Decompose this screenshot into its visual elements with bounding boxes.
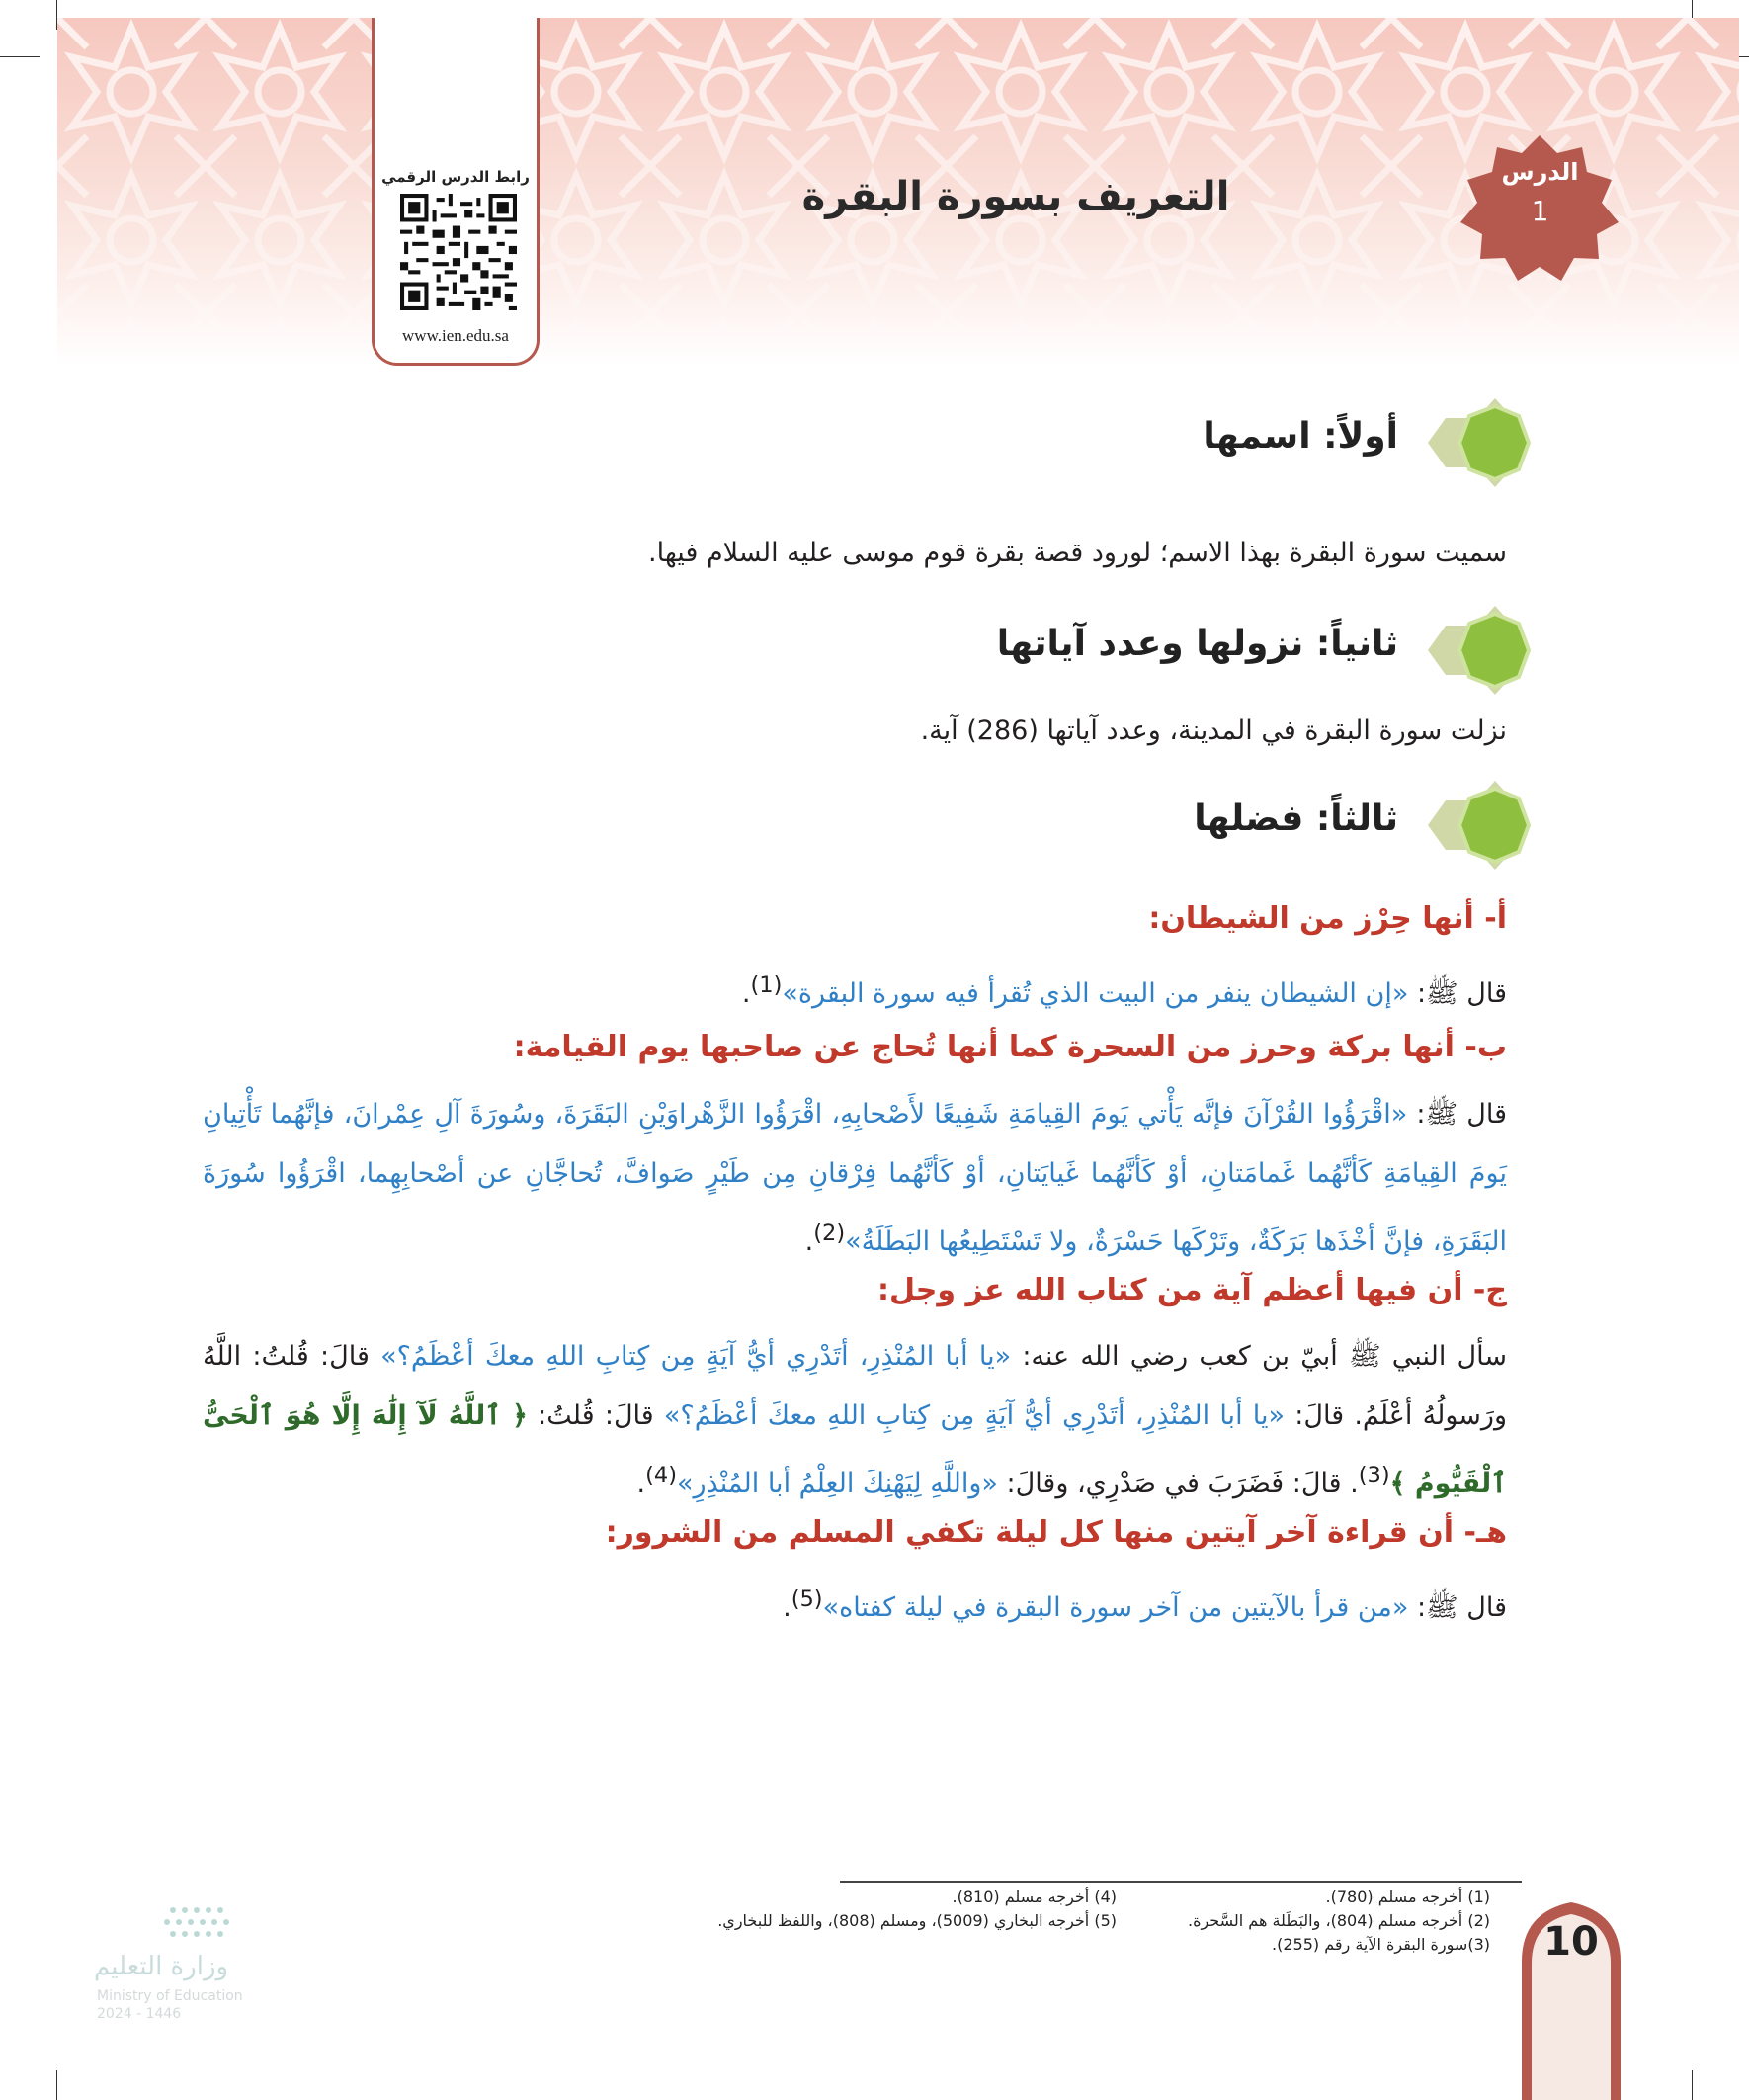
ministry-logo-icon (94, 1902, 252, 1952)
hadith-quote: «واللَّهِ لِيَهْنِكَ العِلْمُ أبا المُنْذِرِ» (677, 1469, 998, 1499)
end: . (804, 1226, 814, 1257)
narration: . قالَ: فَضَرَبَ في صَدْرِي، وقالَ: (997, 1469, 1359, 1499)
end: . (783, 1592, 791, 1623)
footnote-ref[interactable]: (2) (813, 1220, 846, 1246)
footnote-ref[interactable]: (4) (645, 1463, 678, 1488)
footnote-4: (4) أخرجه مسلم (810). (952, 1888, 1117, 1906)
end: . (741, 978, 751, 1009)
footnote-ref[interactable]: (1) (750, 972, 783, 998)
lesson-number: 1 (1531, 195, 1549, 227)
section-text (203, 702, 1507, 761)
ministry-year: 2024 - 1446 (97, 2006, 182, 2022)
green-octagon-icon (1408, 398, 1537, 487)
digital-lesson-url[interactable]: www.ien.edu.sa (402, 326, 509, 345)
intro: قال ﷺ: (1407, 1099, 1507, 1130)
footnote-1: (1) أخرجه مسلم (780). (1325, 1888, 1490, 1906)
footnote-3: (3)سورة البقرة الآية رقم (255). (1272, 1935, 1490, 1954)
ministry-name-en: Ministry of Education (97, 1988, 243, 2004)
narration: قالَ: قُلتُ: (527, 1400, 664, 1431)
intro: قال ﷺ: (1408, 1592, 1507, 1623)
virtue-heading-a: أ- أنها حِرْز من الشيطان: (1148, 901, 1507, 936)
section-title: أولاً: اسمها (1203, 416, 1398, 457)
virtue-heading-c: ج- أن فيها أعظم آية من كتاب الله عز وجل: (876, 1273, 1507, 1307)
qr-code-icon[interactable] (400, 194, 517, 310)
page-title: التعريف بسورة البقرة (801, 174, 1230, 219)
section-heading-name (1023, 398, 1537, 487)
section-text (203, 524, 1507, 583)
name-text: سميت سورة البقرة بهذا الاسم؛ لورود قصة بقرة قوم موسى عليه السلام فيها. (648, 538, 1507, 568)
hadith-quote: «يا أبا المُنْذِرِ، أتَدْرِي أيُّ آيَةٍ مِن كِتابِ اللهِ معكَ أعْظَمُ؟» (380, 1341, 1012, 1372)
lesson-label: الدرس (1501, 158, 1579, 186)
narration: قالَ: قُلتُ: اللَّهُ ورَسولُهُ أعْلَمُ. قالَ: (203, 1341, 1507, 1431)
ministry-name-ar: وزارة التعليم (94, 1952, 229, 1981)
hadith-quote: «إن الشيطان ينفر من البيت الذي تُقرأ فيه سورة البقرة» (782, 978, 1409, 1009)
footnote-2: (2) أخرجه مسلم (804)، والبَطَلة هم السَّحرة. (1188, 1911, 1490, 1930)
virtue-text-b (203, 1085, 1507, 1272)
revelation-text: نزلت سورة البقرة في المدينة، وعدد آياتها (286) آية. (920, 715, 1507, 746)
crop-mark (1692, 2070, 1693, 2100)
footnote-5: (5) أخرجه البخاري (5009)، ومسلم (808)، واللفظ للبخاري. (717, 1911, 1117, 1930)
virtue-heading-e: هـ- أن قراءة آخر آيتين منها كل ليلة تكفي المسلم من الشرور: (605, 1515, 1507, 1550)
section-heading-revelation (845, 606, 1537, 695)
virtue-text-a (203, 956, 1507, 1024)
footnote-ref[interactable]: (5) (791, 1586, 823, 1612)
digital-lesson-tab[interactable] (372, 18, 540, 366)
virtue-text-e (203, 1569, 1507, 1638)
footnote-ref[interactable]: (3) (1358, 1463, 1390, 1488)
section-heading-virtues (1023, 781, 1537, 870)
qr-caption: رابط الدرس الرقمي (381, 168, 530, 186)
green-octagon-icon (1408, 781, 1537, 870)
end: . (636, 1469, 646, 1499)
green-octagon-icon (1408, 606, 1537, 695)
intro: قال ﷺ: (1408, 978, 1507, 1009)
crop-mark (0, 56, 40, 57)
section-title: ثانياً: نزولها وعدد آياتها (996, 624, 1398, 664)
virtue-heading-b: ب- أنها بركة وحرز من السحرة كما أنها تُحاج عن صاحبها يوم القيامة: (513, 1030, 1507, 1064)
narration: سأل النبي ﷺ أبيّ بن كعب رضي الله عنه: (1011, 1341, 1507, 1372)
hadith-quote: «من قرأ بالآيتين من آخر سورة البقرة في ليلة كفتاه» (822, 1592, 1409, 1623)
hadith-quote: «يا أبا المُنْذِرِ، أتَدْرِي أيُّ آيَةٍ مِن كِتابِ اللهِ معكَ أعْظَمُ؟» (663, 1400, 1286, 1431)
footnote-divider (840, 1881, 1522, 1883)
hadith-quote: «اقْرَؤُوا القُرْآنَ فإنَّه يَأْتي يَومَ القِيامَةِ شَفِيعًا لأَصْحابِهِ، اقْرَؤُوا الزَّهْراوَيْنِ البَقَرَةَ، وسُورَةَ آلِ عِمْرانَ، فإنَّهُما تَأْتِيانِ يَومَ القِيامَةِ كَأنَّهُما غَمامَتانِ، أوْ كَأنَّهُما غَيايَتانِ، أوْ كَأنَّهُما فِرْقانِ مِن طَيْرٍ صَوافَّ، تُحاجَّانِ عن أصْحابِهِما، اقْرَؤُوا سُورَةَ البَقَرَةِ، فإنَّ أخْذَها بَرَكَةٌ، وتَرْكَها حَسْرَةٌ، ولا تَسْتَطِيعُها البَطَلَةُ» (203, 1099, 1507, 1257)
page-number: 10 (1543, 1919, 1599, 1965)
section-title: ثالثاً: فضلها (1194, 798, 1398, 839)
quran-verse: ﴿ ٱللَّهُ لَآ إِلَٰهَ إِلَّا هُوَ ٱلْحَىُّ ٱلْقَيُّومُ ﴾ (203, 1400, 1507, 1499)
crop-mark (56, 2070, 57, 2100)
virtue-text-c (203, 1327, 1507, 1514)
